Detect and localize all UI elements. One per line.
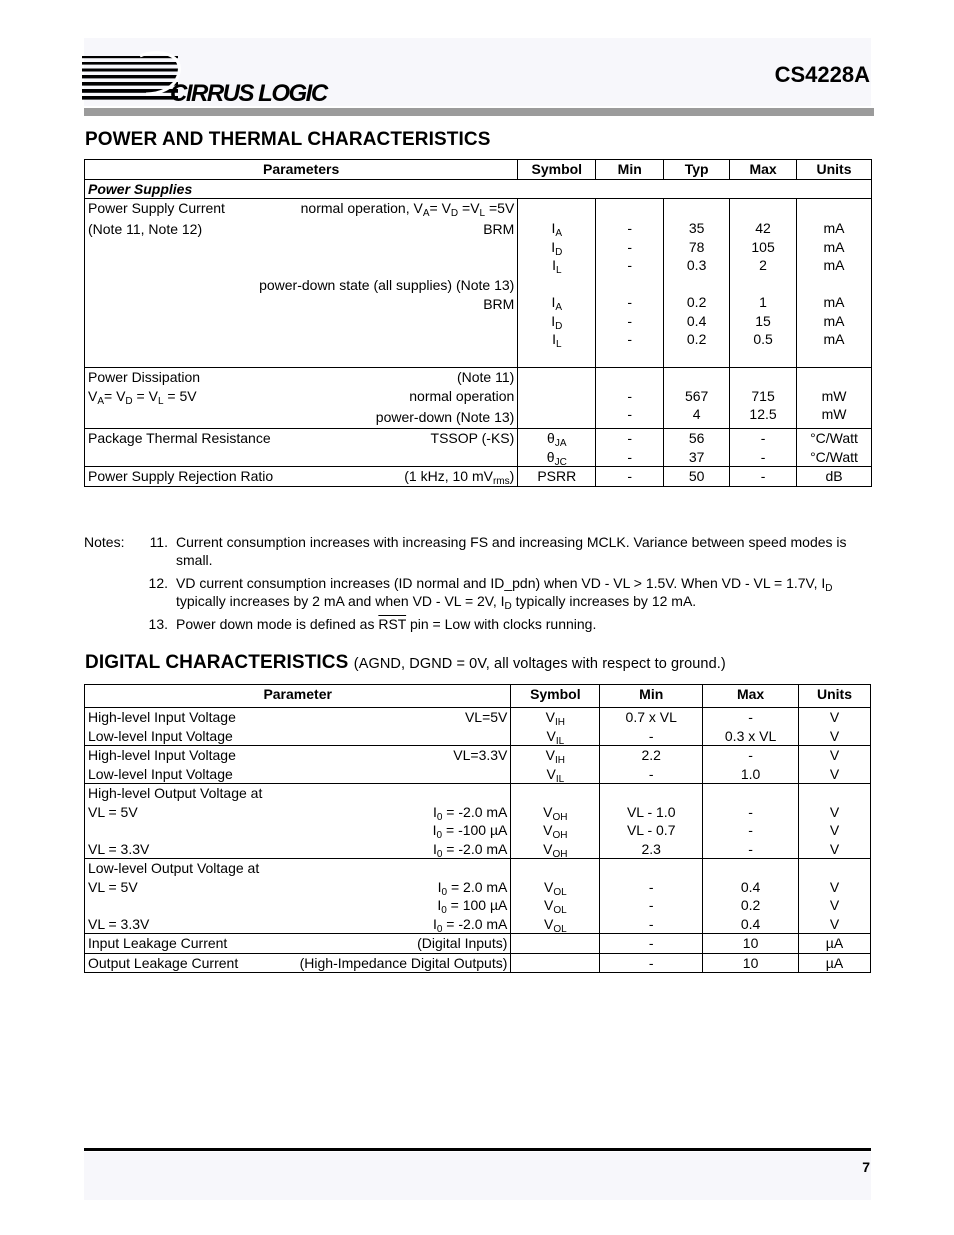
r2-param: High-level Input Voltage VL=3.3V Low-level Input Voltage <box>85 746 511 784</box>
note-13: 13. Power down mode is defined as $\overline{RST}$ pin = Low with clocks running. <box>148 616 597 632</box>
r6-min: - <box>600 953 703 973</box>
logo-text: CIRRUS LOGIC <box>170 80 327 106</box>
psc-cond-pd: power-down state (all supplies) (Note 13) <box>259 277 515 293</box>
psrr-cond: (1 kHz, 10 $mV_{rms}$) <box>404 468 515 487</box>
psc-max-cell: 42 105 2 1 15 0.5 <box>730 199 797 368</box>
col-parameter: Parameter <box>85 685 511 708</box>
ptr-cond: TSSOP (-KS) <box>430 430 515 446</box>
cirrus-logic-logo <box>80 50 330 106</box>
pd-min-cell: - - <box>596 368 664 429</box>
psc-units-cell: mA mA mA mA mA mA <box>797 199 872 368</box>
note-11: Notes: 11. Current consumption increases with increasing FS and increasing MCLK. Variance between speed modes is small. <box>84 534 847 568</box>
psrr-max: - <box>730 467 797 487</box>
group-row <box>85 179 872 199</box>
part-number: CS4228A <box>774 62 870 87</box>
r1-min: 0.7 x VL - <box>600 708 703 746</box>
r2-units: V V <box>799 746 871 784</box>
pd-symbol-cell <box>518 368 596 429</box>
r5-symbol <box>511 934 600 954</box>
r1-symbol: $V_{IH}$ $V_{IL}$ <box>511 708 600 746</box>
r1-units: V V <box>799 708 871 746</box>
psc-min-cell: - - - - - - <box>596 199 664 368</box>
ptr-units-cell: °C/Watt °C/Watt <box>797 429 872 467</box>
r3-max: - - - <box>703 784 799 859</box>
psc-cond-normal: normal operation, $V_A= V_D =V_L =5V$ <box>300 200 515 219</box>
header-rule <box>84 108 874 116</box>
table-row <box>85 953 871 973</box>
r1-max: - 0.3 x VL <box>703 708 799 746</box>
footer-band <box>84 1152 871 1200</box>
r6-symbol <box>511 953 600 973</box>
r5-max: 10 <box>703 934 799 954</box>
psc-name: Power Supply Current <box>88 200 225 216</box>
group-power-supplies: Power Supplies <box>85 179 872 199</box>
pd-cond-normal: normal operation <box>409 387 515 404</box>
pd-cond-pd: power-down (Note 13) <box>375 409 515 425</box>
r5-param: Input Leakage Current (Digital Inputs) <box>85 934 511 954</box>
r5-min: - <box>600 934 703 954</box>
table-row <box>85 467 872 487</box>
pd-voltage: $V_A= V_D = V_L = 5V$ <box>88 387 197 407</box>
page-number: 7 <box>862 1159 870 1175</box>
psc-brm: BRM <box>483 220 515 237</box>
table-row <box>85 708 871 746</box>
psrr-name: Power Supply Rejection Ratio <box>88 468 274 484</box>
table-row <box>85 784 871 859</box>
pd-max-cell: 715 12.5 <box>730 368 797 429</box>
col-min: Min <box>600 685 703 708</box>
r3-units: V V V <box>799 784 871 859</box>
footer-rule <box>84 1148 871 1151</box>
pd-param-cell <box>85 368 518 429</box>
ptr-symbol-cell: $\theta_{JA}$ $\theta_{JC}$ <box>518 429 596 467</box>
psc-notes: (Note 11, Note 12) <box>88 220 203 237</box>
r2-max: - 1.0 <box>703 746 799 784</box>
pd-name: Power Dissipation <box>88 369 201 385</box>
section-title-digital: DIGITAL CHARACTERISTICS (AGND, DGND = 0V, all voltages with respect to ground.) <box>85 652 726 673</box>
table-header-row <box>85 685 871 708</box>
psrr-units: dB <box>797 467 872 487</box>
ptr-name: Package Thermal Resistance <box>88 430 271 446</box>
psrr-param-cell <box>85 467 518 487</box>
psc-brm-2: BRM <box>483 295 515 312</box>
col-max: Max <box>730 160 797 180</box>
col-min: Min <box>596 160 664 180</box>
ptr-min-cell: - - <box>596 429 664 467</box>
col-parameters: Parameters <box>85 160 518 180</box>
psrr-typ: 50 <box>664 467 730 487</box>
r5-units: µA <box>799 934 871 954</box>
r2-symbol: $V_{IH}$ $V_{IL}$ <box>511 746 600 784</box>
power-thermal-table <box>84 159 872 487</box>
psc-param-cell <box>85 199 518 368</box>
col-units: Units <box>799 685 871 708</box>
notes-block <box>84 534 874 640</box>
table-row <box>85 429 872 467</box>
pd-typ-cell: 567 4 <box>664 368 730 429</box>
ptr-param-cell <box>85 429 518 467</box>
r6-max: 10 <box>703 953 799 973</box>
r4-max: 0.4 0.2 0.4 <box>703 859 799 934</box>
r3-min: VL - 1.0 VL - 0.7 2.3 <box>600 784 703 859</box>
table-row <box>85 199 872 368</box>
col-max: Max <box>703 685 799 708</box>
r6-param: Output Leakage Current (High-Impedance Digital Outputs) <box>85 953 511 973</box>
col-symbol: Symbol <box>518 160 596 180</box>
table-row <box>85 934 871 954</box>
section-title-power-thermal: POWER AND THERMAL CHARACTERISTICS <box>85 129 491 150</box>
r4-param: Low-level Output Voltage at VL = 5V $I_0 = 2.0$ mA $I_0 = 100$ µA VL = 3.3V $I_0 = -2.0$ mA <box>85 859 511 934</box>
pd-units-cell: mW mW <box>797 368 872 429</box>
table-row <box>85 859 871 934</box>
section-subtitle-digital: (AGND, DGND = 0V, all voltages with respect to ground.) <box>353 656 726 672</box>
r6-units: µA <box>799 953 871 973</box>
note-12: 12. VD current consumption increases (ID normal and ID_pdn) when VD - VL > 1.5V. When VD - VL = 1.7V, $I_D$ typically increases by 2 mA and when VD - VL = 2V, $I_D$ typically increases by 12 mA. <box>148 575 833 612</box>
r4-symbol: $V_{OL}$ $V_{OL}$ $V_{OL}$ <box>511 859 600 934</box>
ptr-max-cell: - - <box>730 429 797 467</box>
psc-symbol-cell: $I_A$ $I_D$ $I_L$ $I_A$ $I_D$ $I_L$ <box>518 199 596 368</box>
r4-units: V V V <box>799 859 871 934</box>
col-typ: Typ <box>664 160 730 180</box>
r2-min: 2.2 - <box>600 746 703 784</box>
col-symbol: Symbol <box>511 685 600 708</box>
digital-characteristics-table <box>84 684 871 973</box>
r4-min: - - - <box>600 859 703 934</box>
psrr-min: - <box>596 467 664 487</box>
table-row <box>85 746 871 784</box>
col-units: Units <box>797 160 872 180</box>
ptr-typ-cell: 56 37 <box>664 429 730 467</box>
psrr-symbol: PSRR <box>518 467 596 487</box>
pd-note: (Note 11) <box>456 369 515 385</box>
r1-param: High-level Input Voltage VL=5V Low-level Input Voltage <box>85 708 511 746</box>
r3-symbol: $V_{OH}$ $V_{OH}$ $V_{OH}$ <box>511 784 600 859</box>
table-header-row <box>85 160 872 180</box>
psc-typ-cell: 35 78 0.3 0.2 0.4 0.2 <box>664 199 730 368</box>
table-row <box>85 368 872 429</box>
r3-param: High-level Output Voltage at VL = 5V $I_0 = -2.0$ mA $I_0 = -100$ µA VL = 3.3V $I_0 = -2.0$ mA <box>85 784 511 859</box>
